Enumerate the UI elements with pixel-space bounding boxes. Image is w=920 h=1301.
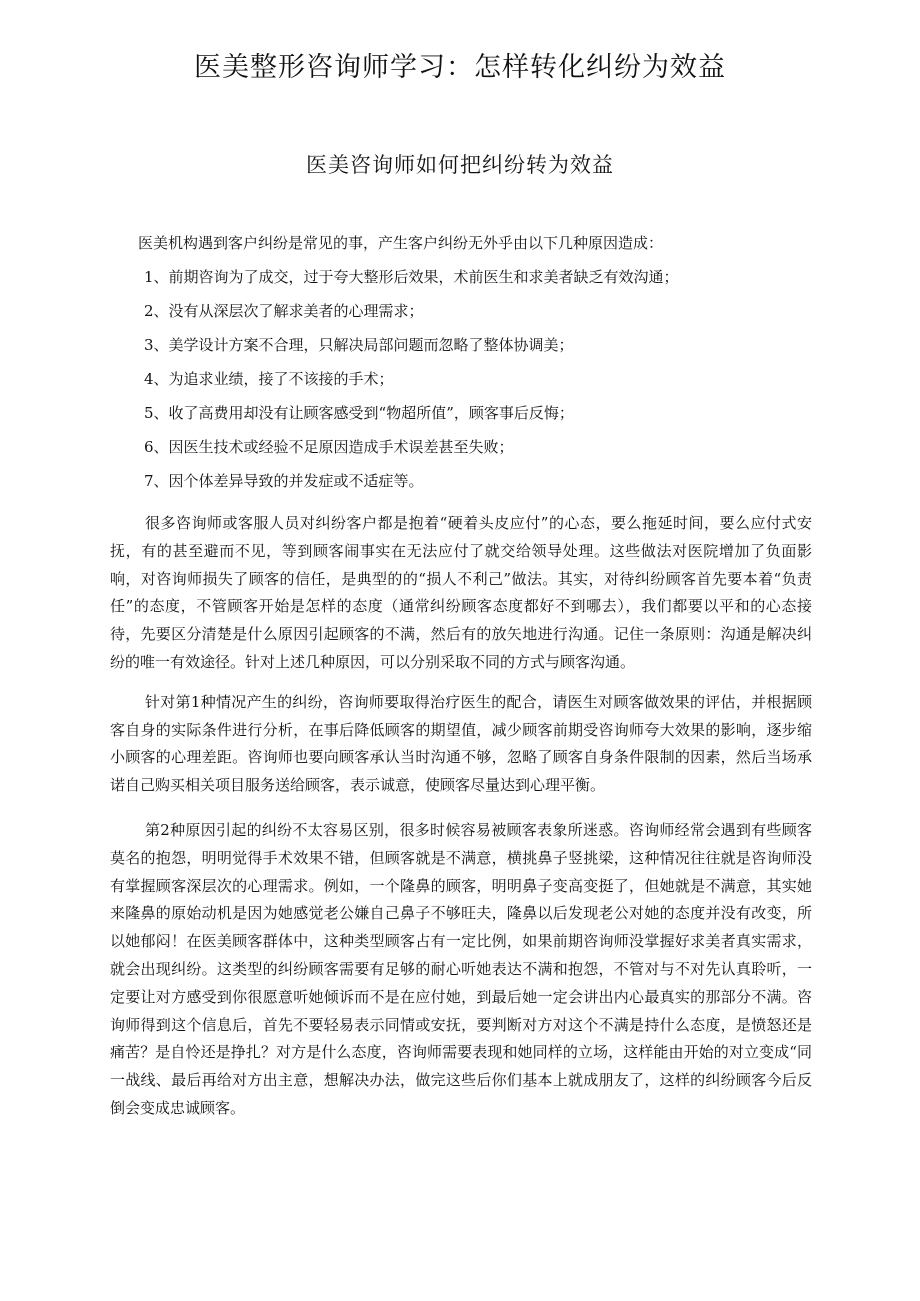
section-title: 医美咨询师如何把纠纷转为效益 [306, 153, 614, 177]
cause-item: 1、前期咨询为了成交，过于夸大整形后效果，术前医生和求美者缺乏有效沟通； [144, 268, 679, 286]
cause-item: 2、没有从深层次了解求美者的心理需求； [144, 302, 424, 320]
cause-item: 5、收了高费用却没有让顾客感受到“物超所值”，顾客事后反悔； [144, 404, 574, 422]
cause-item: 6、因医生技术或经验不足原因造成手术误差甚至失败； [144, 438, 514, 456]
body-paragraph: 第2种原因引起的纠纷不太容易区别，很多时候容易被顾客表象所迷惑。咨询师经常会遇到有些顾客莫名的抱怨，明明觉得手术效果不错，但顾客就是不满意，横挑鼻子竖挑梁，这种情况往往就是咨询师没有掌握顾客深层次的心理需求。例如，一个隆鼻的顾客，明明鼻子变高变挺了，但她就是不满意，其实她来隆鼻的原始动机是因为她感觉老公嫌自己鼻子不够旺夫，隆鼻以后发现老公对她的态度并没有改变，所以她郁闷！在医美顾客群体中，这种类型顾客占有一定比例，如果前期咨询师没掌握好求美者真实需求，就会出现纠纷。这类型的纠纷顾客需要有足够的耐心听她表达不满和抱怨，不管对与不对先认真聆听，一定要让对方感受到你很愿意听她倾诉而不是在应付她，到最后她一定会讲出内心最真实的那部分不满。咨询师得到这个信息后，首先不要轻易表示同情或安抚，要判断对方对这个不满是持什么态度，是愤怒还是痛苦？是自怜还是挣扎？对方是什么态度，咨询师需要表现和她同样的立场，这样能由开始的对立变成“同一战线、最后再给对方出主意，想解决办法，做完这些后你们基本上就成朋友了，这样的纠纷顾客今后反倒会变成忠诚顾客。 [110, 820, 812, 1117]
body-paragraph: 针对第1种情况产生的纠纷，咨询师要取得治疗医生的配合，请医生对顾客做效果的评估，并根据顾客自身的实际条件进行分析，在事后降低顾客的期望值，减少顾客前期受咨询师夸大效果的影响，逐步缩小顾客的心理差距。咨询师也要向顾客承认当时沟通不够，忽略了顾客自身条件限制的因素，然后当场承诺自己购买相关项目服务送给顾客，表示诚意，使顾客尽量达到心理平衡。 [110, 692, 812, 795]
body-paragraph: 很多咨询师或客服人员对纠纷客户都是抱着“硬着头皮应付”的心态，要么拖延时间，要么应付式安抚，有的甚至避而不见，等到顾客闹事实在无法应付了就交给领导处理。这些做法对医院增加了负面影响，对咨询师损失了顾客的信任，是典型的的“损人不利己”做法。其实，对待纠纷顾客首先要本着“负责任”的态度，不管顾客开始是怎样的态度（通常纠纷顾客态度都好不到哪去），我们都要以平和的心态接待，先要区分清楚是什么原因引起顾客的不满，然后有的放矢地进行沟通。记住一条原则：沟通是解决纠纷的唯一有效途径。针对上述几种原因，可以分别采取不同的方式与顾客沟通。 [110, 514, 812, 671]
cause-item: 4、为追求业绩，接了不该接的手术； [144, 370, 394, 388]
document-body [110, 226, 812, 1123]
cause-item: 7、因个体差异导致的并发症或不适症等。 [144, 472, 424, 490]
causes-list [110, 260, 812, 498]
document-title: 医美整形咨询师学习：怎样转化纠纷为效益 [194, 52, 726, 83]
intro-paragraph: 医美机构遇到客户纠纷是常见的事，产生客户纠纷无外乎由以下几种原因造成： [138, 234, 664, 252]
cause-item: 3、美学设计方案不合理，只解决局部问题而忽略了整体协调美； [144, 336, 574, 354]
